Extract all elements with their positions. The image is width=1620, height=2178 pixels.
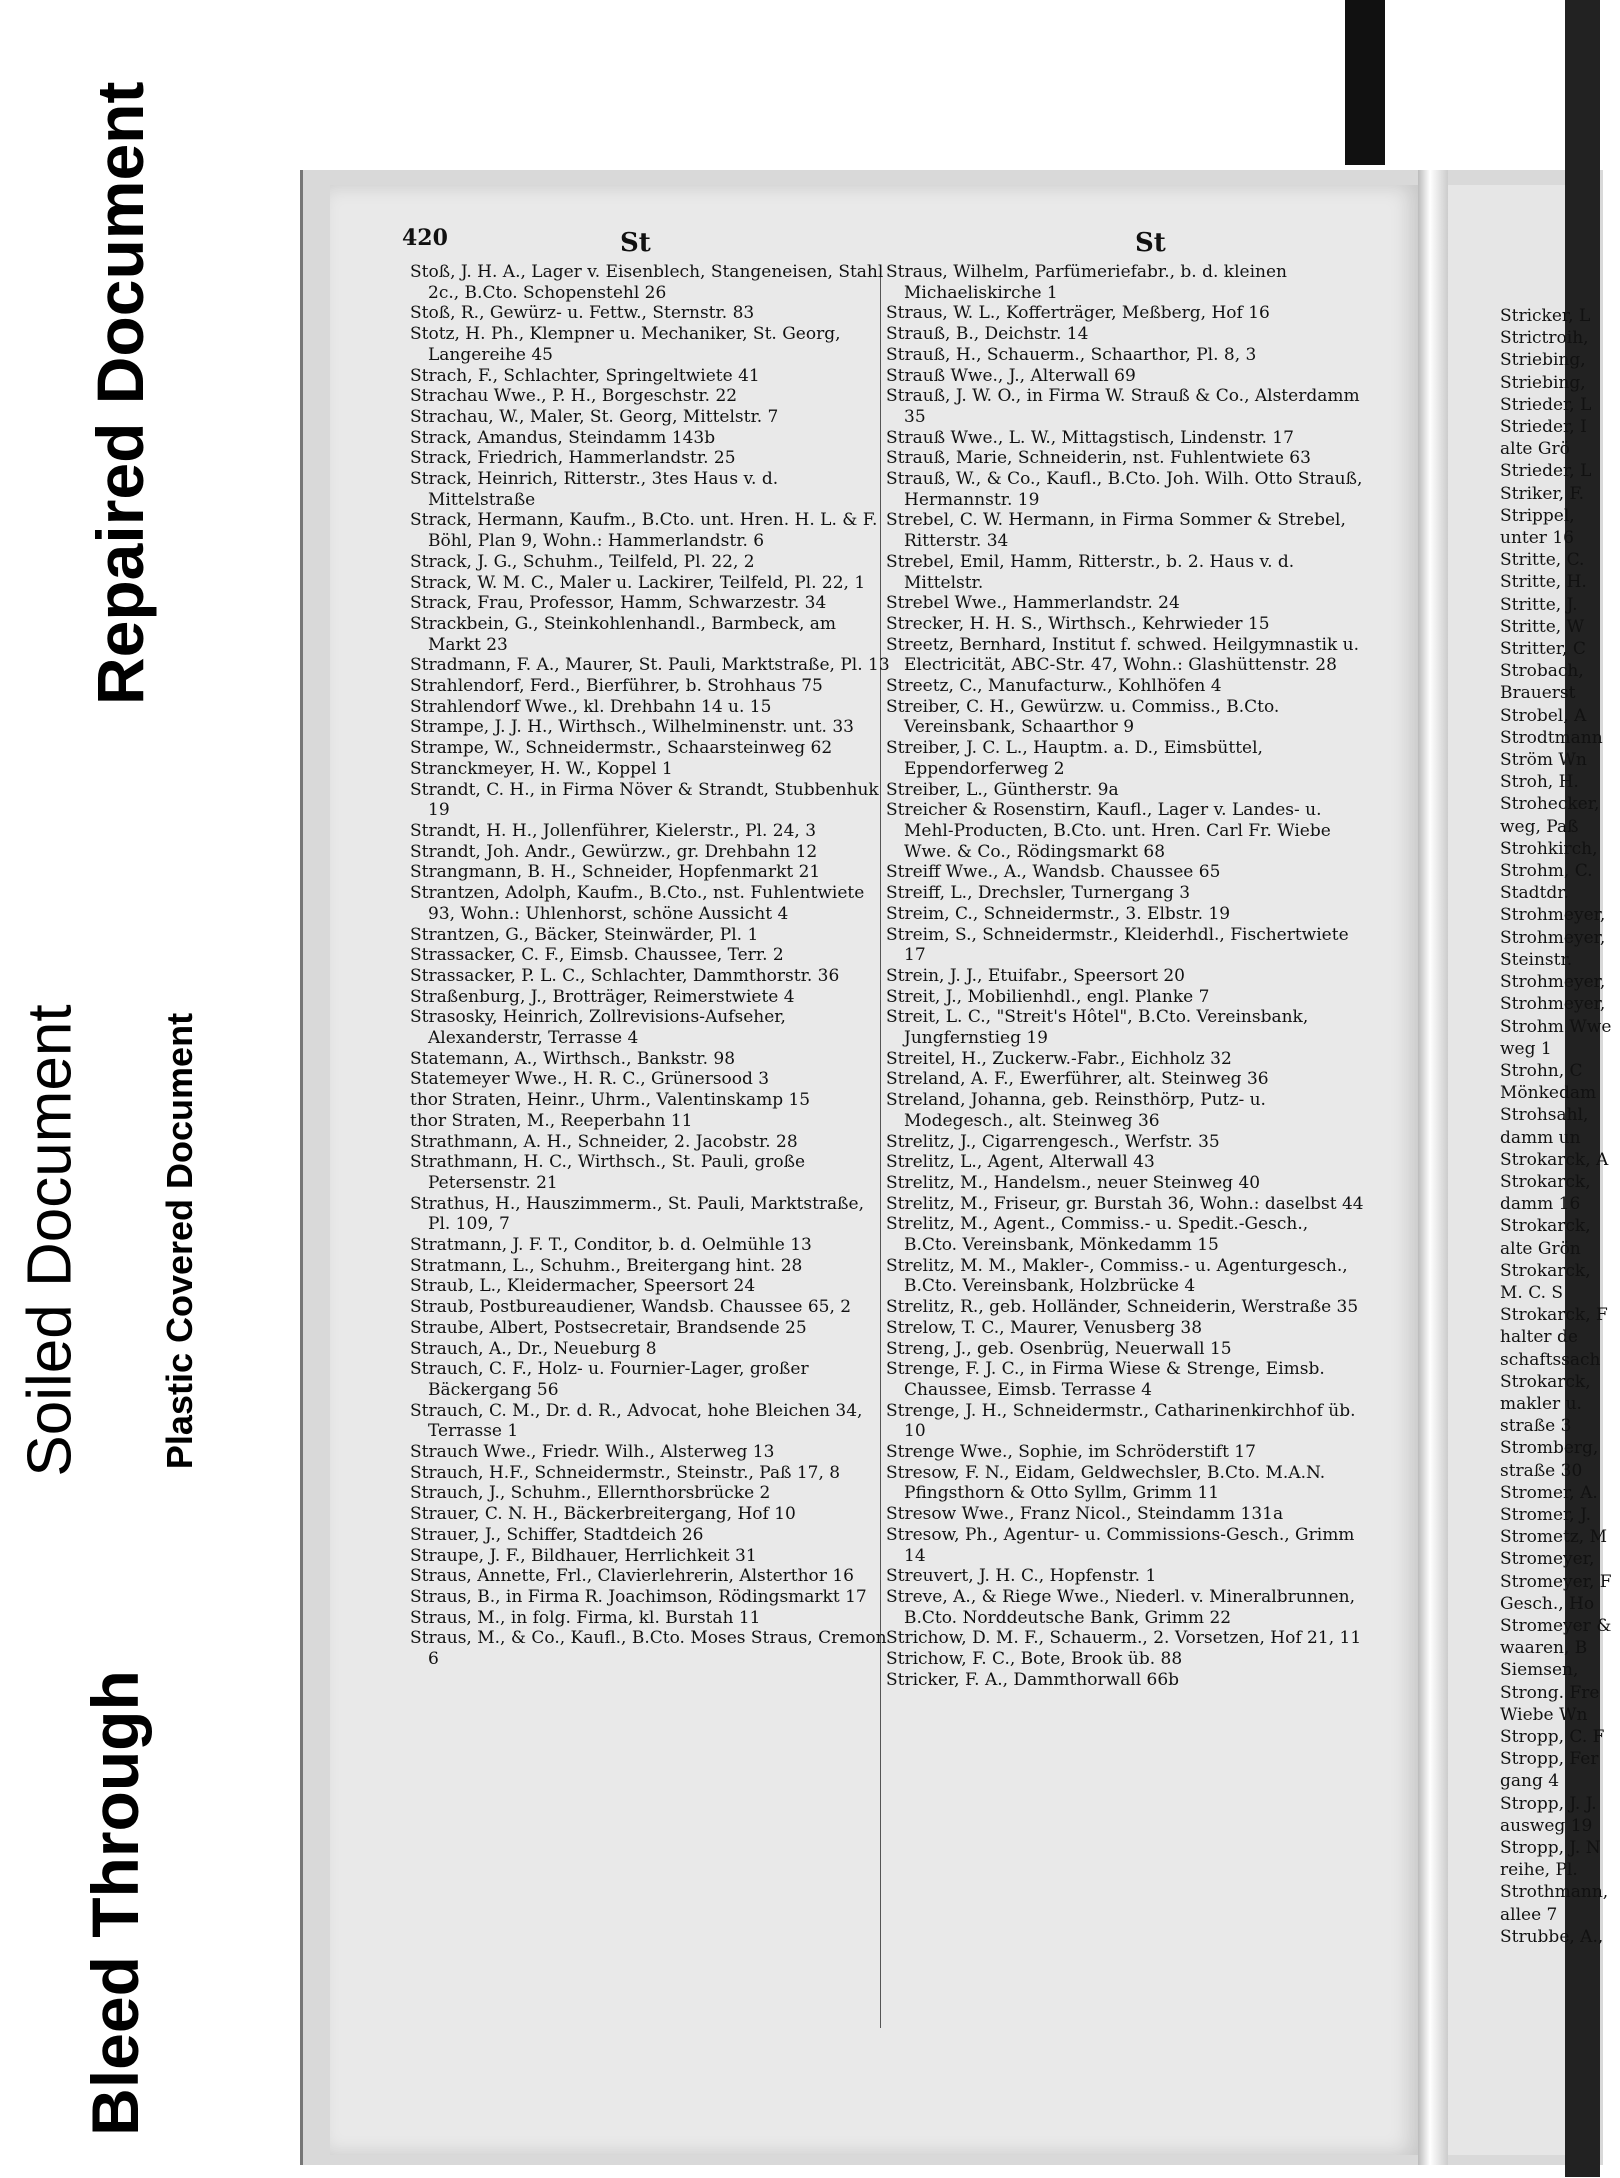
directory-entry: Strack, Frau, Professor, Hamm, Schwarzestr. 34 <box>410 593 827 614</box>
directory-entry-fragment: Striker, F. <box>1500 483 1585 504</box>
header-center: St <box>1135 228 1166 258</box>
bleed-through-label: Bleed Through <box>78 1670 152 2136</box>
directory-entry-fragment: Stroh, H. <box>1500 772 1579 793</box>
binding-tab <box>1345 0 1385 165</box>
directory-entry: Streiff, L., Drechsler, Turnergang 3 <box>886 883 1191 904</box>
directory-entry-fragment: Strokarck, <box>1500 1371 1591 1392</box>
directory-entry: Stoß, R., Gewürz- u. Fettw., Sternstr. 83 <box>410 303 755 324</box>
directory-entry-fragment: schaftssach <box>1500 1349 1601 1370</box>
directory-entry-fragment: weg, Paß <box>1500 816 1579 837</box>
directory-entry: Strack, Heinrich, Ritterstr., 3tes Haus v. d. Mittelstraße <box>410 469 779 510</box>
directory-entry: Strauß, B., Deichstr. 14 <box>886 324 1089 345</box>
directory-entry: Strach, F., Schlachter, Springeltwiete 41 <box>410 365 760 386</box>
directory-entry: Strauß Wwe., L. W., Mittagstisch, Lindenstr. 17 <box>886 427 1294 448</box>
directory-entry: Stotz, H. Ph., Klempner u. Mechaniker, St. Georg, Langereihe 45 <box>410 324 841 365</box>
directory-entry: Streit, J., Mobilienhdl., engl. Planke 7 <box>886 986 1210 1007</box>
directory-entry: Streng, J., geb. Osenbrüg, Neuerwall 15 <box>886 1338 1232 1359</box>
directory-entry: Strauch, J., Schuhm., Ellernthorsbrücke 2 <box>410 1483 771 1504</box>
directory-entry-fragment: Stropp, J. N <box>1500 1838 1601 1859</box>
directory-entry-fragment: Strobel, A <box>1500 705 1587 726</box>
directory-entry: Strauß, J. W. O., in Firma W. Strauß & Co., Alsterdamm 35 <box>886 386 1360 427</box>
directory-entry: Strampe, W., Schneidermstr., Schaarsteinweg 62 <box>410 738 833 759</box>
directory-entry-fragment: Strothmann, <box>1500 1882 1609 1903</box>
directory-entry: Straus, M., & Co., Kaufl., B.Cto. Moses Straus, Cremon 6 <box>410 1628 887 1670</box>
directory-entry: Straus, B., in Firma R. Joachimson, Rödingsmarkt 17 <box>410 1587 867 1607</box>
directory-entry-fragment: straße 3 <box>1500 1416 1572 1437</box>
directory-entry: Strauß, W., & Co., Kaufl., B.Cto. Joh. Wilh. Otto Strauß, Hermannstr. 19 <box>886 469 1363 510</box>
directory-entry: Streland, Johanna, geb. Reinsthörp, Putz- u. Modegesch., alt. Steinweg 36 <box>886 1090 1266 1131</box>
directory-entry-fragment: Strictroih, <box>1500 328 1589 349</box>
directory-entry-fragment: Gesch., Ho <box>1500 1593 1595 1614</box>
directory-entry: Strack, Friedrich, Hammerlandstr. 25 <box>410 448 736 469</box>
directory-entry: Strauch, C. M., Dr. d. R., Advocat, hohe Bleichen 34, Terrasse 1 <box>410 1400 863 1442</box>
directory-entry: Streiber, L., Güntherstr. 9a <box>886 779 1119 800</box>
directory-entry-fragment: Striebing, <box>1500 372 1586 393</box>
directory-entry: Strelitz, R., geb. Holländer, Schneiderin, Werstraße 35 <box>886 1297 1359 1318</box>
directory-entry: Strauer, C. N. H., Bäckerbreitergang, Hof 10 <box>410 1504 796 1525</box>
directory-entry: Stoß, J. H. A., Lager v. Eisenblech, Stangeneisen, Stahl 2c., B.Cto. Schopenstehl 26 <box>410 262 884 303</box>
directory-entry: Streetz, C., Manufacturw., Kohlhöfen 4 <box>886 676 1222 697</box>
directory-entry: Streve, A., & Riege Wwe., Niederl. v. Mineralbrunnen, B.Cto. Norddeutsche Bank, Grimm 22 <box>886 1587 1356 1628</box>
directory-entry: thor Straten, Heinr., Uhrm., Valentinskamp 15 <box>410 1090 811 1111</box>
directory-entry: Strauch, H.F., Schneidermstr., Steinstr., Paß 17, 8 <box>410 1462 841 1483</box>
directory-entry: Strenge, F. J. C., in Firma Wiese & Strenge, Eimsb. Chaussee, Eimsb. Terrasse 4 <box>886 1359 1325 1400</box>
directory-entry-fragment: weg 1 <box>1500 1038 1552 1059</box>
directory-entry-fragment: Stritte, H. <box>1500 572 1587 593</box>
directory-entry-fragment: alte Grön <box>1500 1238 1581 1259</box>
directory-entry: Strassacker, P. L. C., Schlachter, Dammthorstr. 36 <box>410 965 840 986</box>
directory-entry-fragment: makler u. <box>1500 1393 1582 1414</box>
directory-entry: thor Straten, M., Reeperbahn 11 <box>410 1110 693 1131</box>
directory-entry-fragment: Strong. Fre <box>1500 1682 1600 1703</box>
directory-entry: Stresow, Ph., Agentur- u. Commissions-Gesch., Grimm 14 <box>886 1524 1355 1566</box>
directory-entry-fragment: Stadtdr. <box>1500 883 1569 904</box>
directory-entry-fragment: Strieder, L <box>1500 461 1592 482</box>
directory-entry: Streuvert, J. H. C., Hopfenstr. 1 <box>886 1566 1157 1587</box>
directory-entry-fragment: Strohmeyer, <box>1500 905 1606 926</box>
directory-entry: Strenge, J. H., Schneidermstr., Catharinenkirchhof üb. 10 <box>886 1400 1356 1442</box>
directory-entry-fragment: unter 16 <box>1500 528 1574 549</box>
directory-entry: Strantzen, Adolph, Kaufm., B.Cto., nst. Fuhlentwiete 93, Wohn.: Uhlenhorst, schöne Aussicht 4 <box>410 883 865 924</box>
directory-entry: Straub, Postbureaudiener, Wandsb. Chaussee 65, 2 <box>410 1297 852 1318</box>
directory-entry-fragment: Strippel, <box>1500 505 1575 526</box>
directory-entry: Strauch, A., Dr., Neueburg 8 <box>410 1338 657 1359</box>
directory-entry: Strack, W. M. C., Maler u. Lackirer, Teilfeld, Pl. 22, 1 <box>410 572 866 593</box>
directory-entry: Strecker, H. H. S., Wirthsch., Kehrwieder 15 <box>886 613 1270 634</box>
directory-entry-fragment: allee 7 <box>1500 1904 1558 1925</box>
directory-entry-fragment: Strohkirch, <box>1500 838 1598 859</box>
directory-entry-fragment: alte Grö <box>1500 439 1570 460</box>
directory-entry: Strachau Wwe., P. H., Borgeschstr. 22 <box>410 386 738 407</box>
directory-entry: Strenge Wwe., Sophie, im Schröderstift 17 <box>886 1442 1256 1463</box>
directory-entry-fragment: Strobach, <box>1500 661 1584 682</box>
directory-entry: Strauch Wwe., Friedr. Wilh., Alsterweg 13 <box>410 1442 775 1463</box>
directory-entry: Stratmann, L., Schuhm., Breitergang hint. 28 <box>410 1255 803 1276</box>
directory-entry-fragment: Stropp, J. J. <box>1500 1793 1597 1814</box>
directory-entry-fragment: Stritte, W <box>1500 616 1585 637</box>
directory-entry: Stresow, F. N., Eidam, Geldwechsler, B.Cto. M.A.N. Pfingsthorn & Otto Syllm, Grimm 11 <box>886 1462 1326 1504</box>
directory-entry-fragment: Strohmeyer, <box>1500 994 1606 1015</box>
directory-entry: Straus, Annette, Frl., Clavierlehrerin, Alsterthor 16 <box>410 1566 854 1587</box>
directory-entry-fragment: Ström Wn <box>1500 750 1587 771</box>
header-left: St <box>620 228 651 258</box>
directory-entry-fragment: Stromeyer, <box>1500 1549 1595 1570</box>
directory-entry-fragment: Striebing, <box>1500 350 1586 371</box>
directory-entry: Strackbein, G., Steinkohlenhandl., Barmbeck, am Markt 23 <box>410 613 837 655</box>
directory-entry-fragment: Strubbe, A., <box>1500 1926 1604 1947</box>
directory-entry: Strahlendorf Wwe., kl. Drehbahn 14 u. 15 <box>410 696 772 717</box>
directory-entry-fragment: Strohm, C. <box>1500 861 1593 882</box>
directory-entry: Straus, W. L., Kofferträger, Meßberg, Hof 16 <box>886 303 1270 324</box>
directory-entry: Strelitz, M., Handelsm., neuer Steinweg 40 <box>886 1172 1261 1193</box>
directory-entry: Streland, A. F., Ewerführer, alt. Steinweg 36 <box>886 1069 1269 1090</box>
directory-entry-fragment: Strieder, I <box>1500 417 1587 438</box>
directory-entry: Strauch, C. F., Holz- u. Fournier-Lager, großer Bäckergang 56 <box>410 1359 809 1400</box>
directory-entry: Streitel, H., Zuckerw.-Fabr., Eichholz 32 <box>886 1048 1232 1069</box>
directory-entry: Strandt, C. H., in Firma Növer & Strandt, Stubbenhuk 19 <box>410 779 879 821</box>
directory-entry-fragment: Strokarck, F <box>1500 1305 1608 1326</box>
directory-entry: Streicher & Rosenstirn, Kaufl., Lager v. Landes- u. Mehl-Producten, B.Cto. unt. Hren. Carl Fr. Wiebe Wwe. & Co., Rödingsmarkt 68 <box>886 800 1331 862</box>
directory-entry: Strelitz, M., Friseur, gr. Burstah 36, Wohn.: daselbst 44 <box>886 1193 1364 1214</box>
directory-entry-fragment: halter de <box>1500 1327 1578 1348</box>
directory-entry-fragment: Strohecker, <box>1500 794 1600 815</box>
directory-entry: Strebel, C. W. Hermann, in Firma Sommer & Strebel, Ritterstr. 34 <box>886 510 1346 552</box>
directory-entry: Straupe, J. F., Bildhauer, Herrlichkeit 31 <box>410 1545 757 1566</box>
directory-entry-fragment: Stromer, A. <box>1500 1482 1598 1503</box>
directory-entry: Strassacker, C. F., Eimsb. Chaussee, Terr. 2 <box>410 945 784 966</box>
directory-entry-fragment: Stromeyer & <box>1500 1615 1612 1636</box>
directory-entry: Statemann, A., Wirthsch., Bankstr. 98 <box>410 1048 736 1069</box>
directory-entry-fragment: Strohmeyer, <box>1500 927 1606 948</box>
directory-entry-fragment: Stromberg, <box>1500 1438 1599 1459</box>
directory-entry-fragment: Wiebe Wn <box>1500 1704 1588 1725</box>
directory-entry: Strantzen, G., Bäcker, Steinwärder, Pl. 1 <box>410 924 759 945</box>
directory-entry: Strachau, W., Maler, St. Georg, Mittelstr. 7 <box>410 406 779 427</box>
directory-entry: Strauß, Marie, Schneiderin, nst. Fuhlentwiete 63 <box>886 448 1311 469</box>
directory-entry-fragment: Strohm Wwe <box>1500 1016 1612 1037</box>
directory-entry: Straus, M., in folg. Firma, kl. Burstah 11 <box>410 1607 761 1628</box>
directory-entry: Strelitz, M. M., Makler-, Commiss.- u. Agenturgesch., B.Cto. Vereinsbank, Holzbrücke 4 <box>886 1255 1348 1297</box>
directory-entry-fragment: Strokarck, <box>1500 1260 1591 1281</box>
directory-entry-fragment: waaren, B <box>1500 1638 1588 1659</box>
directory-entry: Strampe, J. J. H., Wirthsch., Wilhelminenstr. unt. 33 <box>410 717 854 738</box>
directory-entry: Strasosky, Heinrich, Zollrevisions-Aufseher, Alexanderstr, Terrasse 4 <box>410 1007 786 1049</box>
directory-entry-fragment: Steinstr. <box>1500 949 1573 970</box>
directory-entry: Strangmann, B. H., Schneider, Hopfenmarkt 21 <box>410 862 821 883</box>
directory-entry: Streim, C., Schneidermstr., 3. Elbstr. 19 <box>886 903 1231 924</box>
directory-entry-fragment: straße 30 <box>1500 1460 1583 1481</box>
directory-entry: Strack, Amandus, Steindamm 143b <box>410 427 716 448</box>
plastic-covered-document-label: Plastic Covered Document <box>159 1012 200 1470</box>
directory-entry: Strelitz, L., Agent, Alterwall 43 <box>886 1152 1155 1173</box>
directory-entry: Strathmann, A. H., Schneider, 2. Jacobstr. 28 <box>410 1131 798 1152</box>
directory-entry: Strack, J. G., Schuhm., Teilfeld, Pl. 22, 2 <box>410 551 755 572</box>
directory-entry: Stresow Wwe., Franz Nicol., Steindamm 131a <box>886 1504 1284 1525</box>
directory-entry-fragment: Strodtmann <box>1500 727 1603 748</box>
directory-entry-fragment: ausweg 19 <box>1500 1815 1593 1836</box>
directory-entry: Strebel Wwe., Hammerlandstr. 24 <box>886 593 1180 614</box>
directory-entry: Strahlendorf, Ferd., Bierführer, b. Strohhaus 75 <box>410 676 823 697</box>
directory-entry: Strebel, Emil, Hamm, Ritterstr., b. 2. Haus v. d. Mittelstr. <box>886 551 1295 593</box>
directory-entry-fragment: Strohn, C <box>1500 1060 1583 1081</box>
directory-entry-fragment: Stritte, J. <box>1500 594 1578 615</box>
directory-entry-fragment: Stricker, L <box>1500 306 1591 326</box>
directory-entry: Straub, L., Kleidermacher, Speersort 24 <box>410 1276 756 1297</box>
directory-entry-fragment: Stropp, Fer <box>1500 1749 1599 1770</box>
repaired-document-label: Repaired Document <box>83 81 157 705</box>
directory-entry-fragment: Strokarck, <box>1500 1171 1591 1192</box>
directory-entry: Stradmann, F. A., Maurer, St. Pauli, Marktstraße, Pl. 13 <box>410 655 890 676</box>
directory-entry: Streetz, Bernhard, Institut f. schwed. Heilgymnastik u. Electricität, ABC-Str. 47, Wohn.: Glashüttenstr. 28 <box>886 634 1360 676</box>
page-gutter <box>1418 170 1448 2165</box>
directory-entry: Strauer, J., Schiffer, Stadtdeich 26 <box>410 1524 704 1545</box>
directory-entry: Stricker, F. A., Dammthorwall 66b <box>886 1669 1180 1690</box>
directory-entry: Strathmann, H. C., Wirthsch., St. Pauli, große Petersenstr. 21 <box>410 1152 806 1193</box>
directory-entry: Strichow, F. C., Bote, Brook üb. 88 <box>886 1649 1183 1670</box>
directory-entry: Strauß, H., Schauerm., Schaarthor, Pl. 8, 3 <box>886 344 1257 365</box>
directory-entry-fragment: Stropp, C. F <box>1500 1727 1605 1747</box>
directory-entry: Straßenburg, J., Brotträger, Reimerstwiete 4 <box>410 986 795 1007</box>
directory-entry-fragment: gang 4 <box>1500 1771 1560 1792</box>
directory-entry-fragment: Strohmeyer, <box>1500 972 1606 993</box>
directory-entry: Strein, J. J., Etuifabr., Speersort 20 <box>886 965 1186 986</box>
directory-entry-fragment: Mönkedam <box>1500 1083 1597 1104</box>
left-directory-column <box>410 262 890 1670</box>
directory-entry: Streiber, C. H., Gewürzw. u. Commiss., B.Cto. Vereinsbank, Schaarthor 9 <box>886 696 1280 738</box>
directory-entry: Straus, Wilhelm, Parfümeriefabr., b. d. kleinen Michaeliskirche 1 <box>886 262 1287 303</box>
soiled-document-label: Soiled Document <box>15 1004 85 1477</box>
directory-entry: Streiber, J. C. L., Hauptm. a. D., Eimsbüttel, Eppendorferweg 2 <box>886 738 1263 779</box>
right-directory-column-fragment <box>1500 305 1620 1948</box>
directory-entry: Straube, Albert, Postsecretair, Brandsende 25 <box>410 1317 807 1338</box>
directory-entry: Streiff Wwe., A., Wandsb. Chaussee 65 <box>886 862 1221 883</box>
directory-entry-fragment: Stritter, C <box>1500 639 1586 660</box>
page-number: 420 <box>402 225 448 251</box>
directory-entry-fragment: Stritte, C. <box>1500 550 1585 571</box>
directory-entry: Strelow, T. C., Maurer, Venusberg 38 <box>886 1317 1203 1338</box>
middle-directory-column <box>886 262 1366 1691</box>
directory-entry-fragment: Strohsahl, <box>1500 1105 1589 1126</box>
directory-entry-fragment: Strokarck, A <box>1500 1149 1609 1170</box>
directory-entry-fragment: Stromer, J. <box>1500 1504 1591 1525</box>
directory-entry: Strichow, D. M. F., Schauerm., 2. Vorsetzen, Hof 21, 11 <box>886 1628 1362 1649</box>
directory-entry: Strelitz, J., Cigarrengesch., Werfstr. 35 <box>886 1131 1220 1152</box>
directory-entry: Strandt, Joh. Andr., Gewürzw., gr. Drehbahn 12 <box>410 841 818 862</box>
directory-entry: Strathus, H., Hauszimmerm., St. Pauli, Marktstraße, Pl. 109, 7 <box>410 1193 864 1235</box>
directory-entry: Streit, L. C., "Streit's Hôtel", B.Cto. Vereinsbank, Jungfernstieg 19 <box>886 1007 1309 1049</box>
directory-entry: Strandt, H. H., Jollenführer, Kielerstr., Pl. 24, 3 <box>410 820 817 841</box>
directory-entry: Streim, S., Schneidermstr., Kleiderhdl., Fischertwiete 17 <box>886 924 1349 966</box>
directory-entry-fragment: M. C. S <box>1500 1282 1564 1303</box>
directory-entry-fragment: Strieder, L <box>1500 394 1592 415</box>
directory-entry-fragment: Stromeyer, F <box>1500 1571 1612 1592</box>
directory-entry-fragment: Strokarck, <box>1500 1216 1591 1237</box>
directory-entry-fragment: damm un <box>1500 1127 1581 1148</box>
directory-entry-fragment: damm 16 <box>1500 1194 1581 1215</box>
directory-entry: Statemeyer Wwe., H. R. C., Grünersood 3 <box>410 1069 770 1090</box>
directory-entry: Stratmann, J. F. T., Conditor, b. d. Oelmühle 13 <box>410 1235 812 1256</box>
directory-entry-fragment: reihe, Pl. <box>1500 1860 1578 1881</box>
directory-entry: Strelitz, M., Agent., Commiss.- u. Spedit.-Gesch., B.Cto. Vereinsbank, Mönkedamm 15 <box>886 1214 1309 1256</box>
directory-entry: Strauß Wwe., J., Alterwall 69 <box>886 365 1136 386</box>
directory-entry-fragment: Siemsen, <box>1500 1660 1579 1681</box>
directory-entry: Strack, Hermann, Kaufm., B.Cto. unt. Hren. H. L. & F. Böhl, Plan 9, Wohn.: Hammerlandstr. 6 <box>410 510 878 552</box>
directory-entry: Stranckmeyer, H. W., Koppel 1 <box>410 758 673 779</box>
directory-entry-fragment: Strometz, M <box>1500 1527 1608 1548</box>
directory-entry-fragment: Brauerst <box>1500 683 1576 704</box>
